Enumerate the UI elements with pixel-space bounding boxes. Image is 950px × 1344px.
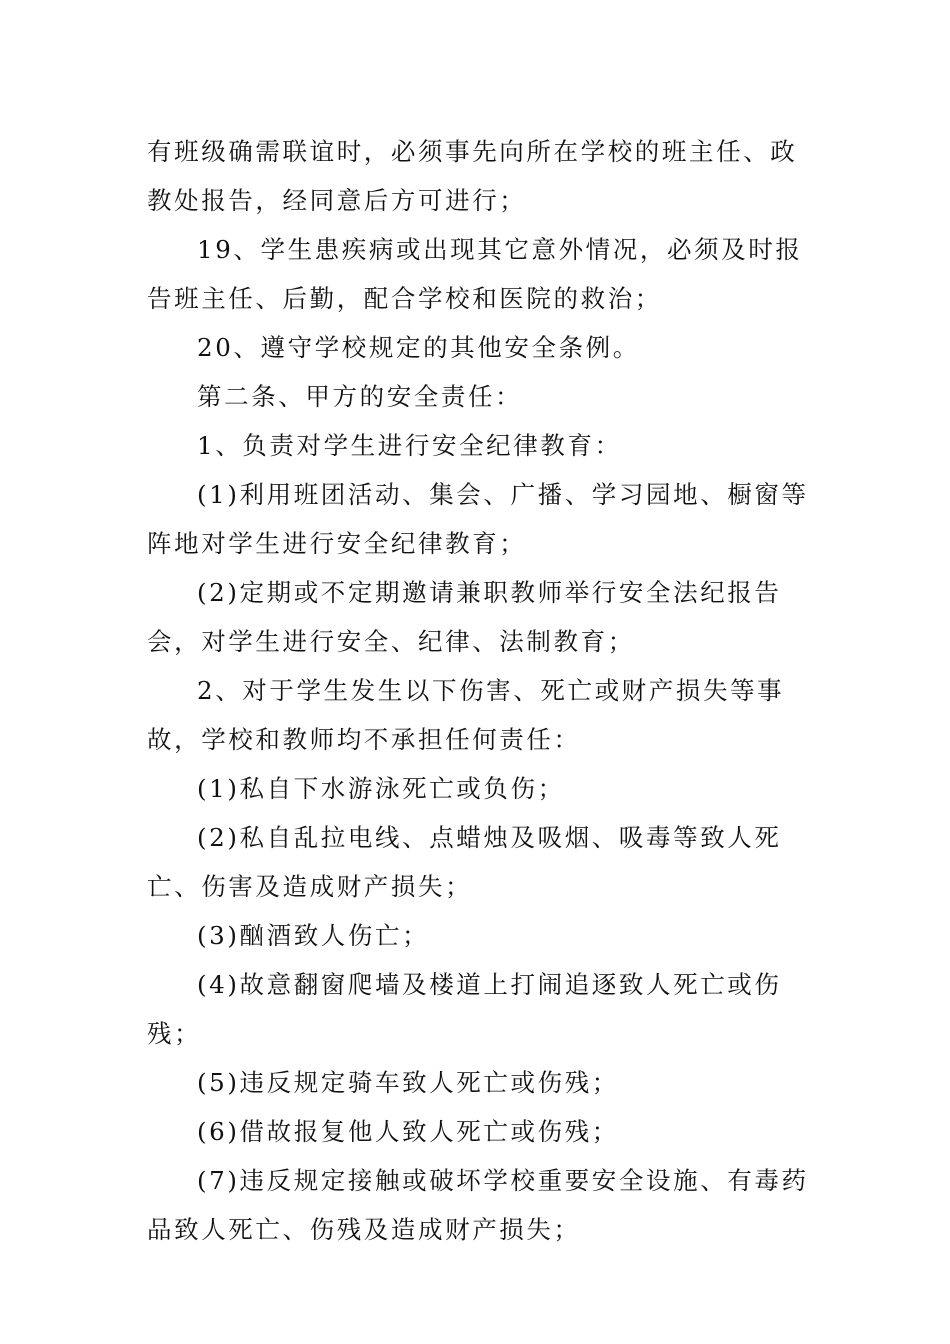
paragraph-6: (1)利用班团活动、集会、广播、学习园地、橱窗等阵地对学生进行安全纪律教育； <box>147 480 809 558</box>
paragraph-1: 有班级确需联谊时，必须事先向所在学校的班主任、政教处报告，经同意后方可进行； <box>147 137 798 215</box>
paragraph-14: (6)借故报复他人致人死亡或伤残； <box>197 1117 619 1146</box>
paragraph-3: 20、遵守学校规定的其他安全条例。 <box>197 333 640 362</box>
paragraph-12: (4)故意翻窗爬墙及楼道上打闹追逐致人死亡或伤残； <box>147 970 782 1048</box>
paragraph-5: 1、负责对学生进行安全纪律教育： <box>197 431 622 460</box>
document-body <box>147 127 812 1254</box>
paragraph-10: (2)私自乱拉电线、点蜡烛及吸烟、吸毒等致人死亡、伤害及造成财产损失； <box>147 823 782 901</box>
section-heading: 第二条、甲方的安全责任： <box>197 382 523 411</box>
paragraph-8: 2、对于学生发生以下伤害、死亡或财产损失等事故，学校和教师均不承担任何责任： <box>147 676 785 754</box>
paragraph-7: (2)定期或不定期邀请兼职教师举行安全法纪报告会，对学生进行安全、纪律、法制教育； <box>147 578 782 656</box>
paragraph-15: (7)违反规定接触或破坏学校重要安全设施、有毒药品致人死亡、伤残及造成财产损失； <box>147 1166 809 1244</box>
paragraph-11: (3)酗酒致人伤亡； <box>197 921 430 950</box>
paragraph-2: 19、学生患疾病或出现其它意外情况，必须及时报告班主任、后勤，配合学校和医院的救治； <box>147 235 803 313</box>
paragraph-9: (1)私自下水游泳死亡或负伤； <box>197 774 565 803</box>
paragraph-13: (5)违反规定骑车致人死亡或伤残； <box>197 1068 619 1097</box>
